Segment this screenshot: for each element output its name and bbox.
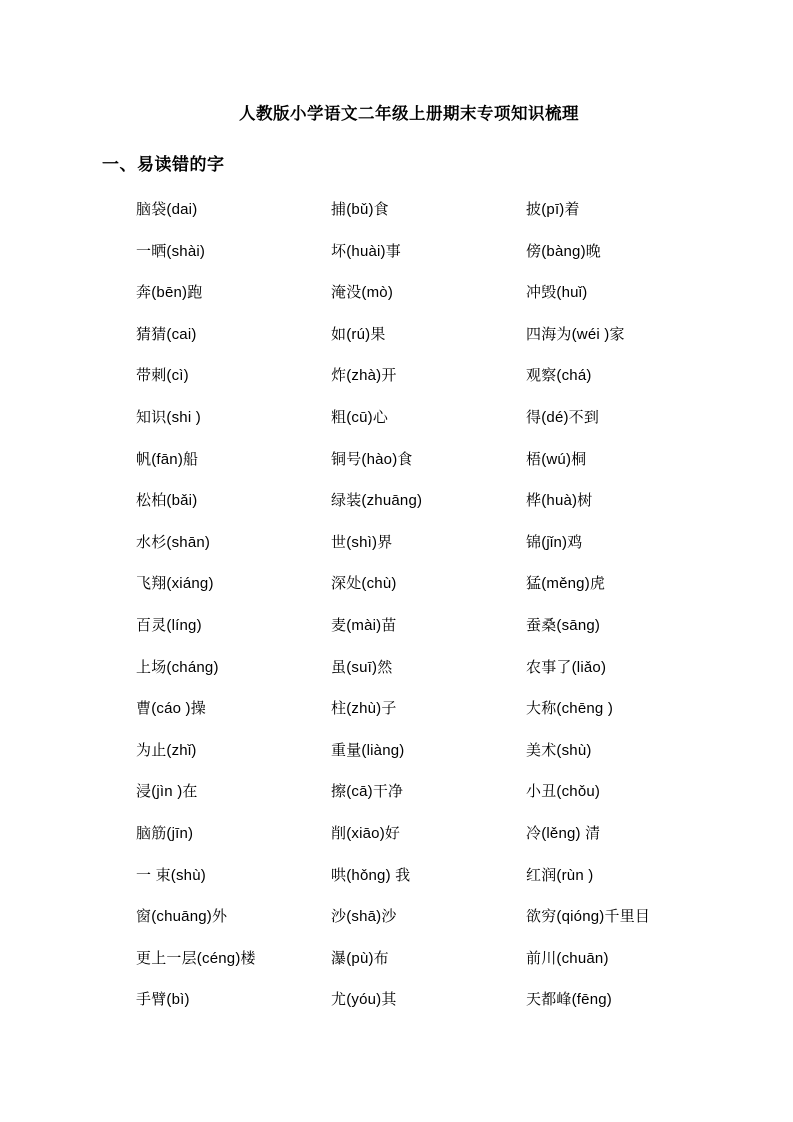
word-item: 桦(huà)树	[526, 492, 593, 510]
section-heading: 一、易读错的字	[102, 155, 225, 174]
word-item: 欲穷(qióng)千里目	[526, 908, 651, 926]
word-list-grid	[136, 189, 698, 1021]
word-item: 天都峰(fēng)	[526, 991, 612, 1009]
word-item: 猛(měng)虎	[526, 575, 606, 593]
word-item: 得(dé)不到	[526, 408, 600, 426]
word-item: 脑袋(dai)	[136, 201, 198, 218]
word-item: 重量(liàng)	[331, 741, 405, 759]
word-item: 梧(wú)桐	[526, 450, 587, 468]
word-item: 披(pī)着	[526, 201, 580, 218]
word-item: 为止(zhǐ)	[136, 741, 197, 759]
word-item: 铜号(hào)食	[331, 450, 413, 468]
word-item: 农事了(liǎo)	[526, 658, 607, 676]
word-item: 大称(chēng )	[526, 700, 614, 718]
word-item: 帆(fān)船	[136, 450, 199, 468]
word-item: 奔(bēn)跑	[136, 284, 203, 302]
word-item: 窗(chuāng)外	[136, 908, 228, 926]
word-item: 深处(chù)	[331, 575, 397, 593]
word-item: 带刺(cì)	[136, 367, 189, 385]
word-item: 麦(mài)苗	[331, 616, 397, 634]
word-item: 浸(jìn )在	[136, 783, 198, 801]
word-item: 削(xiāo)好	[331, 824, 401, 842]
word-item: 世(shì)界	[331, 533, 393, 551]
word-item: 飞翔(xiáng)	[136, 575, 214, 593]
word-item: 傍(bàng)晚	[526, 242, 601, 260]
word-item: 蚕桑(sāng)	[526, 616, 601, 634]
word-item: 擦(cā)干净	[331, 783, 404, 801]
page-title: 人教版小学语文二年级上册期末专项知识梳理	[239, 104, 579, 123]
word-item: 柱(zhù)子	[331, 700, 397, 718]
word-item: 小丑(chǒu)	[526, 783, 601, 801]
word-item: 手臂(bì)	[136, 991, 190, 1009]
word-item: 绿装(zhuāng)	[331, 492, 423, 510]
word-item: 美术(shù)	[526, 741, 592, 759]
word-item: 水杉(shān)	[136, 533, 211, 551]
word-item: 虽(suī)然	[331, 658, 393, 676]
word-item: 粗(cū)心	[331, 408, 389, 426]
word-item: 红润(rùn )	[526, 866, 594, 884]
word-item: 知识(shi )	[136, 408, 201, 426]
word-item: 尤(yóu)其	[331, 991, 397, 1009]
word-item: 观察(chá)	[526, 367, 592, 385]
word-item: 冷(lěng) 清	[526, 824, 601, 842]
word-item: 哄(hǒng) 我	[331, 866, 411, 884]
word-item: 一 束(shù)	[136, 866, 206, 884]
word-item: 捕(bǔ)食	[331, 201, 389, 218]
word-item: 上场(cháng)	[136, 658, 219, 676]
word-item: 淹没(mò)	[331, 284, 394, 302]
word-item: 沙(shā)沙	[331, 908, 397, 926]
word-item: 一晒(shài)	[136, 242, 206, 260]
word-item: 如(rú)果	[331, 325, 386, 343]
word-item: 前川(chuān)	[526, 949, 609, 967]
word-item: 松柏(bǎi)	[136, 492, 198, 510]
word-item: 冲毁(huǐ)	[526, 284, 588, 302]
word-item: 猜猜(cai)	[136, 325, 197, 343]
word-item: 曹(cáo )操	[136, 700, 206, 718]
word-item: 百灵(líng)	[136, 616, 202, 634]
word-item: 炸(zhà)开	[331, 367, 397, 385]
word-item: 四海为(wéi )家	[526, 325, 625, 343]
word-item: 瀑(pù)布	[331, 949, 389, 967]
word-item: 更上一层(céng)楼	[136, 949, 256, 967]
word-item: 锦(jǐn)鸡	[526, 533, 583, 551]
word-item: 坏(huài)事	[331, 242, 401, 260]
word-item: 脑筋(jīn)	[136, 824, 194, 842]
